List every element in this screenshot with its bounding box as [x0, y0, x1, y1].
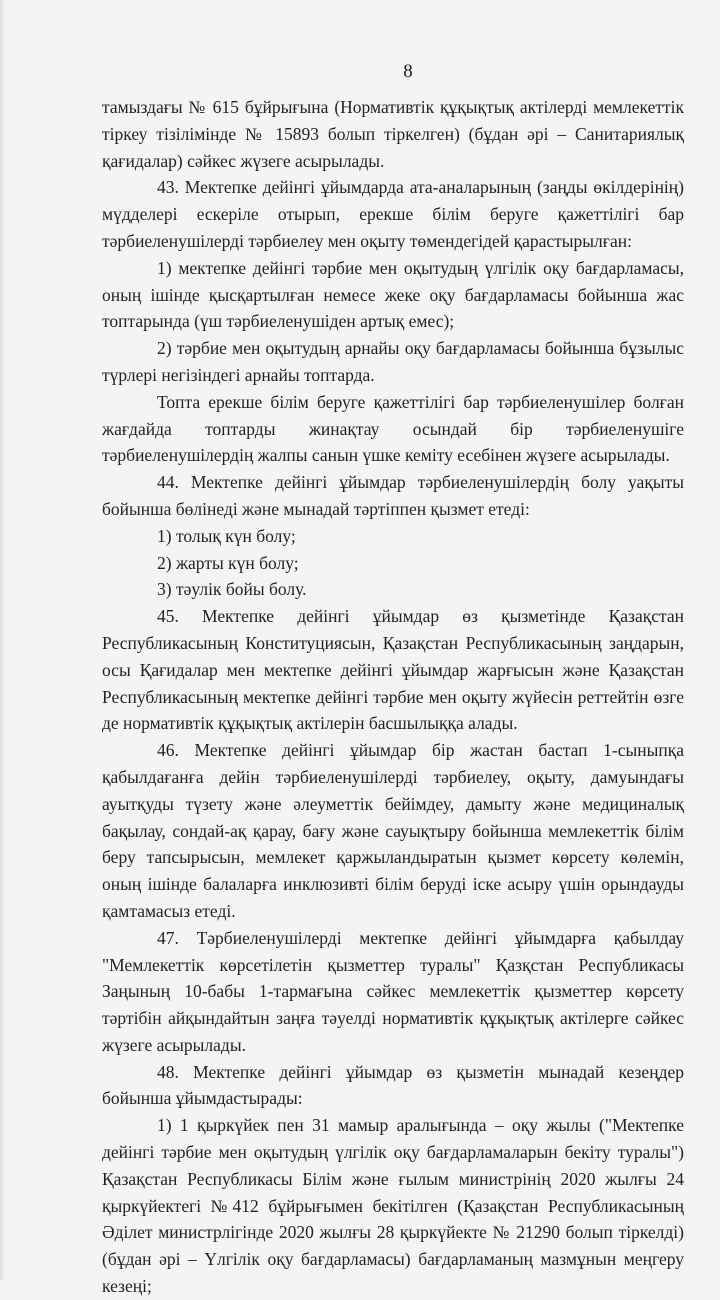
paragraph-44-item-1: 1) толық күн болу;	[157, 525, 296, 546]
paragraph-43-item-1: 1) мектепке дейінгі тәрбие мен оқытудың үлгілік оқу бағдарламасы, оның ішінде қысқартылған немесе жеке оқу бағдарламасы бойынша жас топтарында (үш тәрбиеленушіден артық емес);	[102, 257, 684, 332]
paragraph-48-item-1: 1) 1 қыркүйек пен 31 мамыр аралығында – оқу жылы ("Мектепке дейінгі тәрбие мен оқытудың үлгілік оқу бағдарламаларын бекіту туралы") Қазақстан Республикасы Білім және ғылым министрінің 2020 жылғы 24 қыркүйектегі №412 бұйрығымен бекітілген (Қазақстан Республикасының Әділет министрлігінде 2020 жылғы 28 қыркүйекте № 21290 болып тіркелді) (бұдан әрі – Үлгілік оқу бағдарламасы) бағдарламаның мазмұнын меңгеру кезеңі;	[102, 1115, 684, 1297]
paragraph-46: 46. Мектепке дейінгі ұйымдар бір жастан бастап 1-сыныпқа қабылдағанға дейін тәрбиеленушілерді тәрбиелеу, оқыту, дамуындағы ауытқуды түзету және әлеуметтік бейімдеу, дамыту және медициналық бақылау, сондай-ақ қарау, бағу және сауықтыру бойынша мемлекеттік білім беру тапсырысын, мемлекет қаржыландыратын қызмет көрсету көлемін, оның ішінде балаларға инклюзивті білім беруді іске асыру үшін орындауды қамтамасыз етеді.	[102, 740, 684, 921]
paragraph-47: 47. Тәрбиеленушілерді мектепке дейінгі ұйымдарға қабылдау "Мемлекеттік көрсетілетін қызметтер туралы" Қазқстан Республикасы Заңының 10-бабы 1-тармағына сәйкес мемлекеттік қызметтер көрсету тәртібін айқындайтын заңға тәуелді нормативтік құқықтық актілерге сәйкес жүзеге асырылады.	[102, 927, 684, 1055]
paragraph-48: 48. Мектепке дейінгі ұйымдар өз қызметін мынадай кезеңдер бойынша ұйымдастырады:	[102, 1061, 684, 1109]
paragraph-43-item-2: 2) тәрбие мен оқытудың арнайы оқу бағдарламасы бойынша бұзылыс түрлері негізіндегі арнайы топтарда.	[102, 338, 684, 385]
paragraph-44-item-2: 2) жарты күн болу;	[157, 552, 299, 573]
paragraph-42-continuation: тамыздағы № 615 бұйрығына (Нормативтік құқықтық актілерді мемлекеттік тіркеу тізілімінде № 15893 болып тіркелген) (бұдан әрі – Санитариялық қағидалар) сәйкес жүзеге асырылады.	[102, 97, 684, 171]
paragraph-43: 43. Мектепке дейінгі ұйымдарда ата-аналарының (заңды өкілдерінің) мүдделері ескеріле отырып, ерекше білім беруге қажеттілігі бар тәрбиеленушілерді тәрбиелеу мен оқыту төмендегідей қарастырылған:	[102, 177, 684, 251]
paragraph-45: 45. Мектепке дейінгі ұйымдар өз қызметінде Қазақстан Республикасының Конституциясын, Қазақстан Республикасының заңдарын, осы Қағидалар мен мектепке дейінгі ұйымдар жарғысын және Қазақстан Республикасының мектепке дейінгі тәрбие мен оқыту жүйесін реттейтін өзге де нормативтік құқықтық актілерін басшылыққа алады.	[102, 606, 684, 734]
page-number: 8	[403, 61, 413, 82]
paragraph-43-note: Топта ерекше білім беруге қажеттілігі бар тәрбиеленушілер болған жағдайда топтарды жинақтау осындай бір тәрбиеленушіге тәрбиеленушілердің жалпы санын үшке кеміту есебінен жүзеге асырылады.	[102, 391, 684, 466]
paragraph-44: 44. Мектепке дейінгі ұйымдар тәрбиеленушілердің болу уақыты бойынша бөлінеді және мынадай тәртіппен қызмет етеді:	[102, 472, 684, 519]
paragraph-44-item-3: 3) тәулік бойы болу.	[157, 579, 307, 600]
scan-edge-shadow	[0, 0, 6, 1280]
